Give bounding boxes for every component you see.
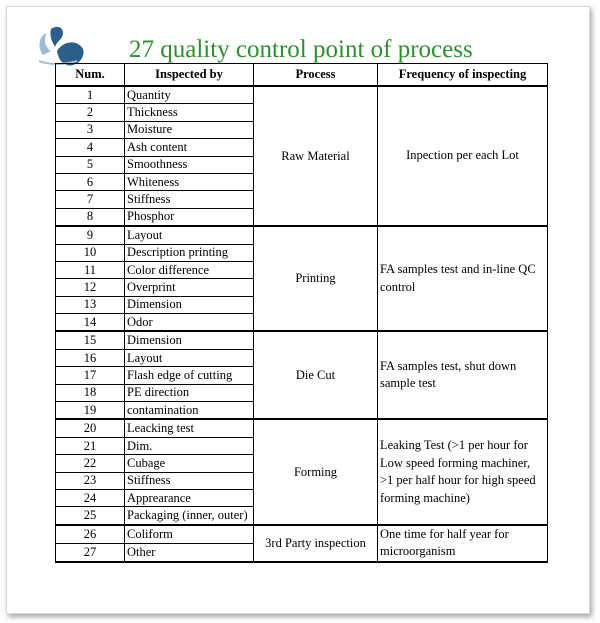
header-inspected-by: Inspected by	[125, 64, 254, 87]
row-number: 3	[56, 121, 125, 138]
frequency-cell: Inpection per each Lot	[378, 86, 548, 226]
row-number: 24	[56, 489, 125, 506]
row-number: 21	[56, 437, 125, 454]
header-frequency: Frequency of inspecting	[378, 64, 548, 87]
header-num: Num.	[56, 64, 125, 87]
table-row	[56, 226, 548, 244]
table-row	[56, 525, 548, 544]
process-cell: Printing	[254, 226, 378, 331]
row-number: 22	[56, 455, 125, 472]
inspected-item: Ash content	[125, 139, 254, 156]
header-process: Process	[254, 64, 378, 87]
inspected-item: Other	[125, 543, 254, 562]
inspected-item: Coliform	[125, 525, 254, 544]
company-logo-icon	[33, 21, 89, 69]
inspected-item: Dim.	[125, 437, 254, 454]
process-cell: Raw Material	[254, 86, 378, 226]
row-number: 2	[56, 104, 125, 121]
row-number: 17	[56, 367, 125, 384]
row-number: 6	[56, 173, 125, 190]
inspected-item: Thickness	[125, 104, 254, 121]
row-number: 5	[56, 156, 125, 173]
row-number: 1	[56, 86, 125, 104]
row-number: 4	[56, 139, 125, 156]
inspected-item: Odor	[125, 314, 254, 332]
row-number: 18	[56, 384, 125, 401]
process-cell: Die Cut	[254, 331, 378, 419]
qc-table	[55, 63, 548, 563]
row-number: 19	[56, 402, 125, 420]
inspected-item: Cubage	[125, 455, 254, 472]
inspected-item: Packaging (inner, outer)	[125, 507, 254, 525]
row-number: 10	[56, 244, 125, 261]
inspected-item: Flash edge of cutting	[125, 367, 254, 384]
inspected-item: Dimension	[125, 296, 254, 313]
row-number: 8	[56, 208, 125, 226]
inspected-item: Quantity	[125, 86, 254, 104]
process-cell: Forming	[254, 419, 378, 524]
table-row	[56, 86, 548, 104]
inspected-item: Moisture	[125, 121, 254, 138]
table-body	[56, 86, 548, 562]
inspected-item: Apprearance	[125, 489, 254, 506]
inspected-item: Layout	[125, 226, 254, 244]
frequency-cell: One time for half year for microorganism	[378, 525, 548, 562]
inspected-item: Color difference	[125, 261, 254, 278]
row-number: 20	[56, 419, 125, 437]
inspected-item: Stiffness	[125, 472, 254, 489]
row-number: 12	[56, 279, 125, 296]
page-title: 27 quality control point of process	[129, 36, 473, 63]
process-cell: 3rd Party inspection	[254, 525, 378, 562]
row-number: 11	[56, 261, 125, 278]
inspected-item: contamination	[125, 402, 254, 420]
inspected-item: Whiteness	[125, 173, 254, 190]
row-number: 25	[56, 507, 125, 525]
row-number: 26	[56, 525, 125, 544]
row-number: 23	[56, 472, 125, 489]
inspected-item: Layout	[125, 349, 254, 366]
inspected-item: PE direction	[125, 384, 254, 401]
row-number: 9	[56, 226, 125, 244]
frequency-cell: Leaking Test (>1 per hour for Low speed forming machiner, >1 per half hour for high speed forming machine)	[378, 419, 548, 524]
inspected-item: Phosphor	[125, 208, 254, 226]
row-number: 14	[56, 314, 125, 332]
frequency-cell: FA samples test and in-line QC control	[378, 226, 548, 331]
row-number: 7	[56, 191, 125, 208]
inspected-item: Description printing	[125, 244, 254, 261]
table-row	[56, 419, 548, 437]
inspected-item: Stiffness	[125, 191, 254, 208]
inspected-item: Dimension	[125, 331, 254, 349]
inspected-item: Leacking test	[125, 419, 254, 437]
inspected-item: Overprint	[125, 279, 254, 296]
row-number: 15	[56, 331, 125, 349]
row-number: 13	[56, 296, 125, 313]
table-row	[56, 331, 548, 349]
table-header-row	[56, 64, 548, 87]
row-number: 16	[56, 349, 125, 366]
frequency-cell: FA samples test, shut down sample test	[378, 331, 548, 419]
row-number: 27	[56, 543, 125, 562]
inspected-item: Smoothness	[125, 156, 254, 173]
